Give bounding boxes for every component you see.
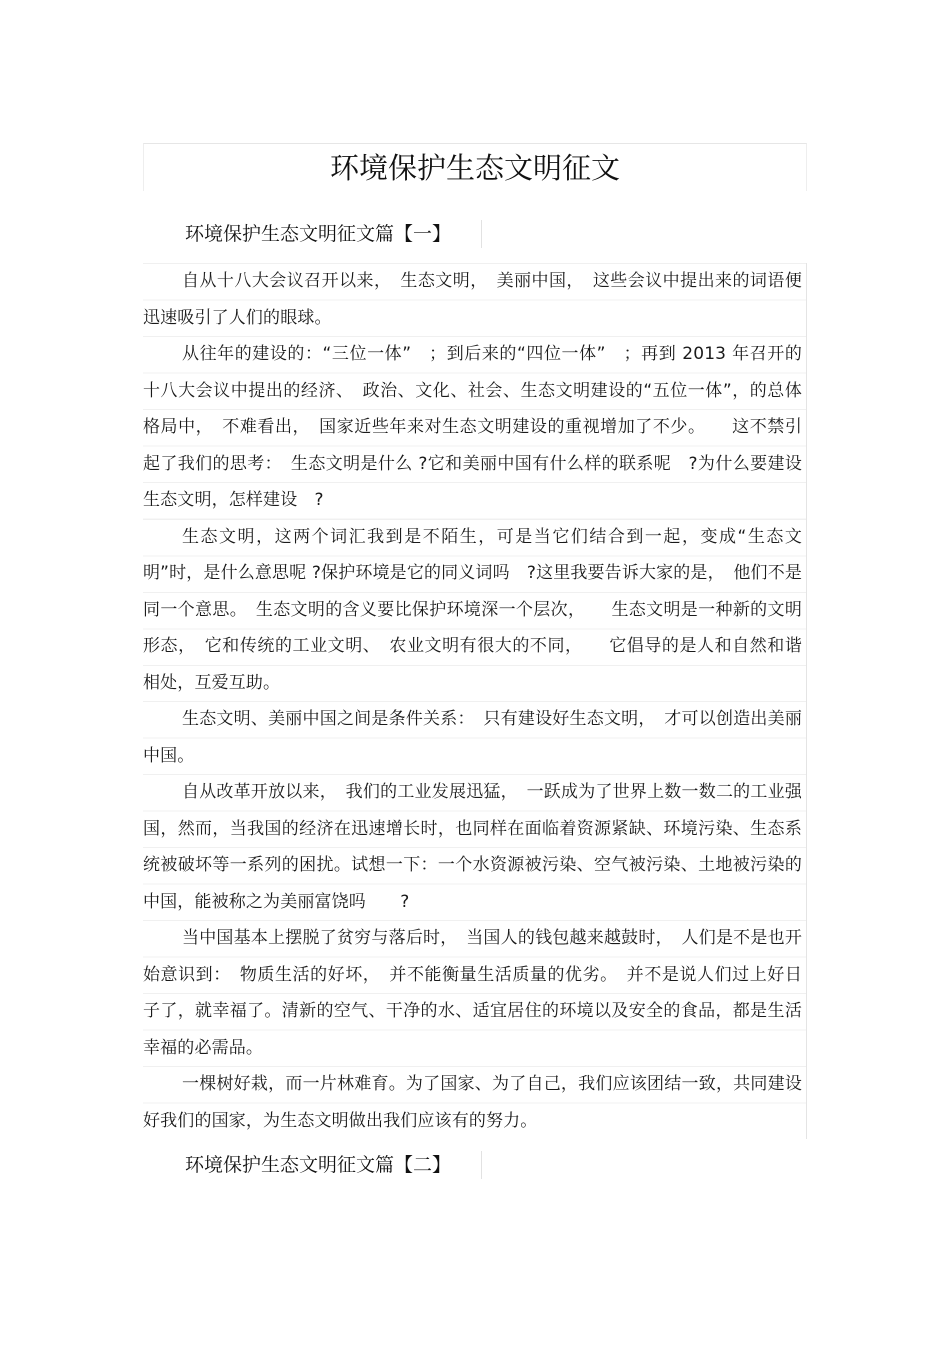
- document-title: 环境保护生态文明征文: [329, 151, 620, 185]
- paragraph-4: 生态文明、美丽中国之间是条件关系： 只有建设好生态文明， 才可以创造出美丽中国。: [143, 701, 807, 774]
- document-body: [143, 263, 807, 1139]
- section-heading-2: 环境保护生态文明征文篇【二】: [185, 1151, 482, 1179]
- paragraph-3: 生态文明，这两个词汇我到是不陌生，可是当它们结合到一起，变成“生态文明”时，是什么意思呢 ?保护环境是它的同义词吗 ?这里我要告诉大家的是， 他们不是同一个意思。 生态文明的含义要比保护环境深一个层次， 生态文明是一种新的文明形态， 它和传统的工业文明、 农业文明有很大的不同， 它倡导的是人和自然和谐相处，互爱互助。: [143, 519, 807, 702]
- section-heading-1: 环境保护生态文明征文篇【一】: [185, 220, 482, 248]
- paragraph-2: 从往年的建设的：“三位一体” ；到后来的“四位一体” ；再到 2013 年召开的十八大会议中提出的经济、 政治、文化、社会、生态文明建设的“五位一体”，的总体格局中， 不难看出， 国家近些年来对生态文明建设的重视增加了不少。 这不禁引起了我们的思考： 生态文明是什么 ?它和美丽中国有什么样的联系呢 ?为什么要建设生态文明，怎样建设 ?: [143, 336, 807, 519]
- paragraph-6: 当中国基本上摆脱了贫穷与落后时， 当国人的钱包越来越鼓时， 人们是不是也开始意识到： 物质生活的好坏， 并不能衡量生活质量的优劣。 并不是说人们过上好日子了，就幸福了。清新的空气、干净的水、适宜居住的环境以及安全的食品，都是生活幸福的必需品。: [143, 920, 807, 1066]
- paragraph-1: 自从十八大会议召开以来， 生态文明， 美丽中国， 这些会议中提出来的词语便迅速吸引了人们的眼球。: [143, 263, 807, 336]
- paragraph-5: 自从改革开放以来， 我们的工业发展迅猛， 一跃成为了世界上数一数二的工业强国，然而，当我国的经济在迅速增长时，也同样在面临着资源紧缺、环境污染、生态系统被破坏等一系列的困扰。试想一下：一个水资源被污染、空气被污染、土地被污染的中国，能被称之为美丽富饶吗 ?: [143, 774, 807, 920]
- paragraph-7: 一棵树好栽，而一片林难育。为了国家、为了自己，我们应该团结一致，共同建设好我们的国家，为生态文明做出我们应该有的努力。: [143, 1066, 807, 1139]
